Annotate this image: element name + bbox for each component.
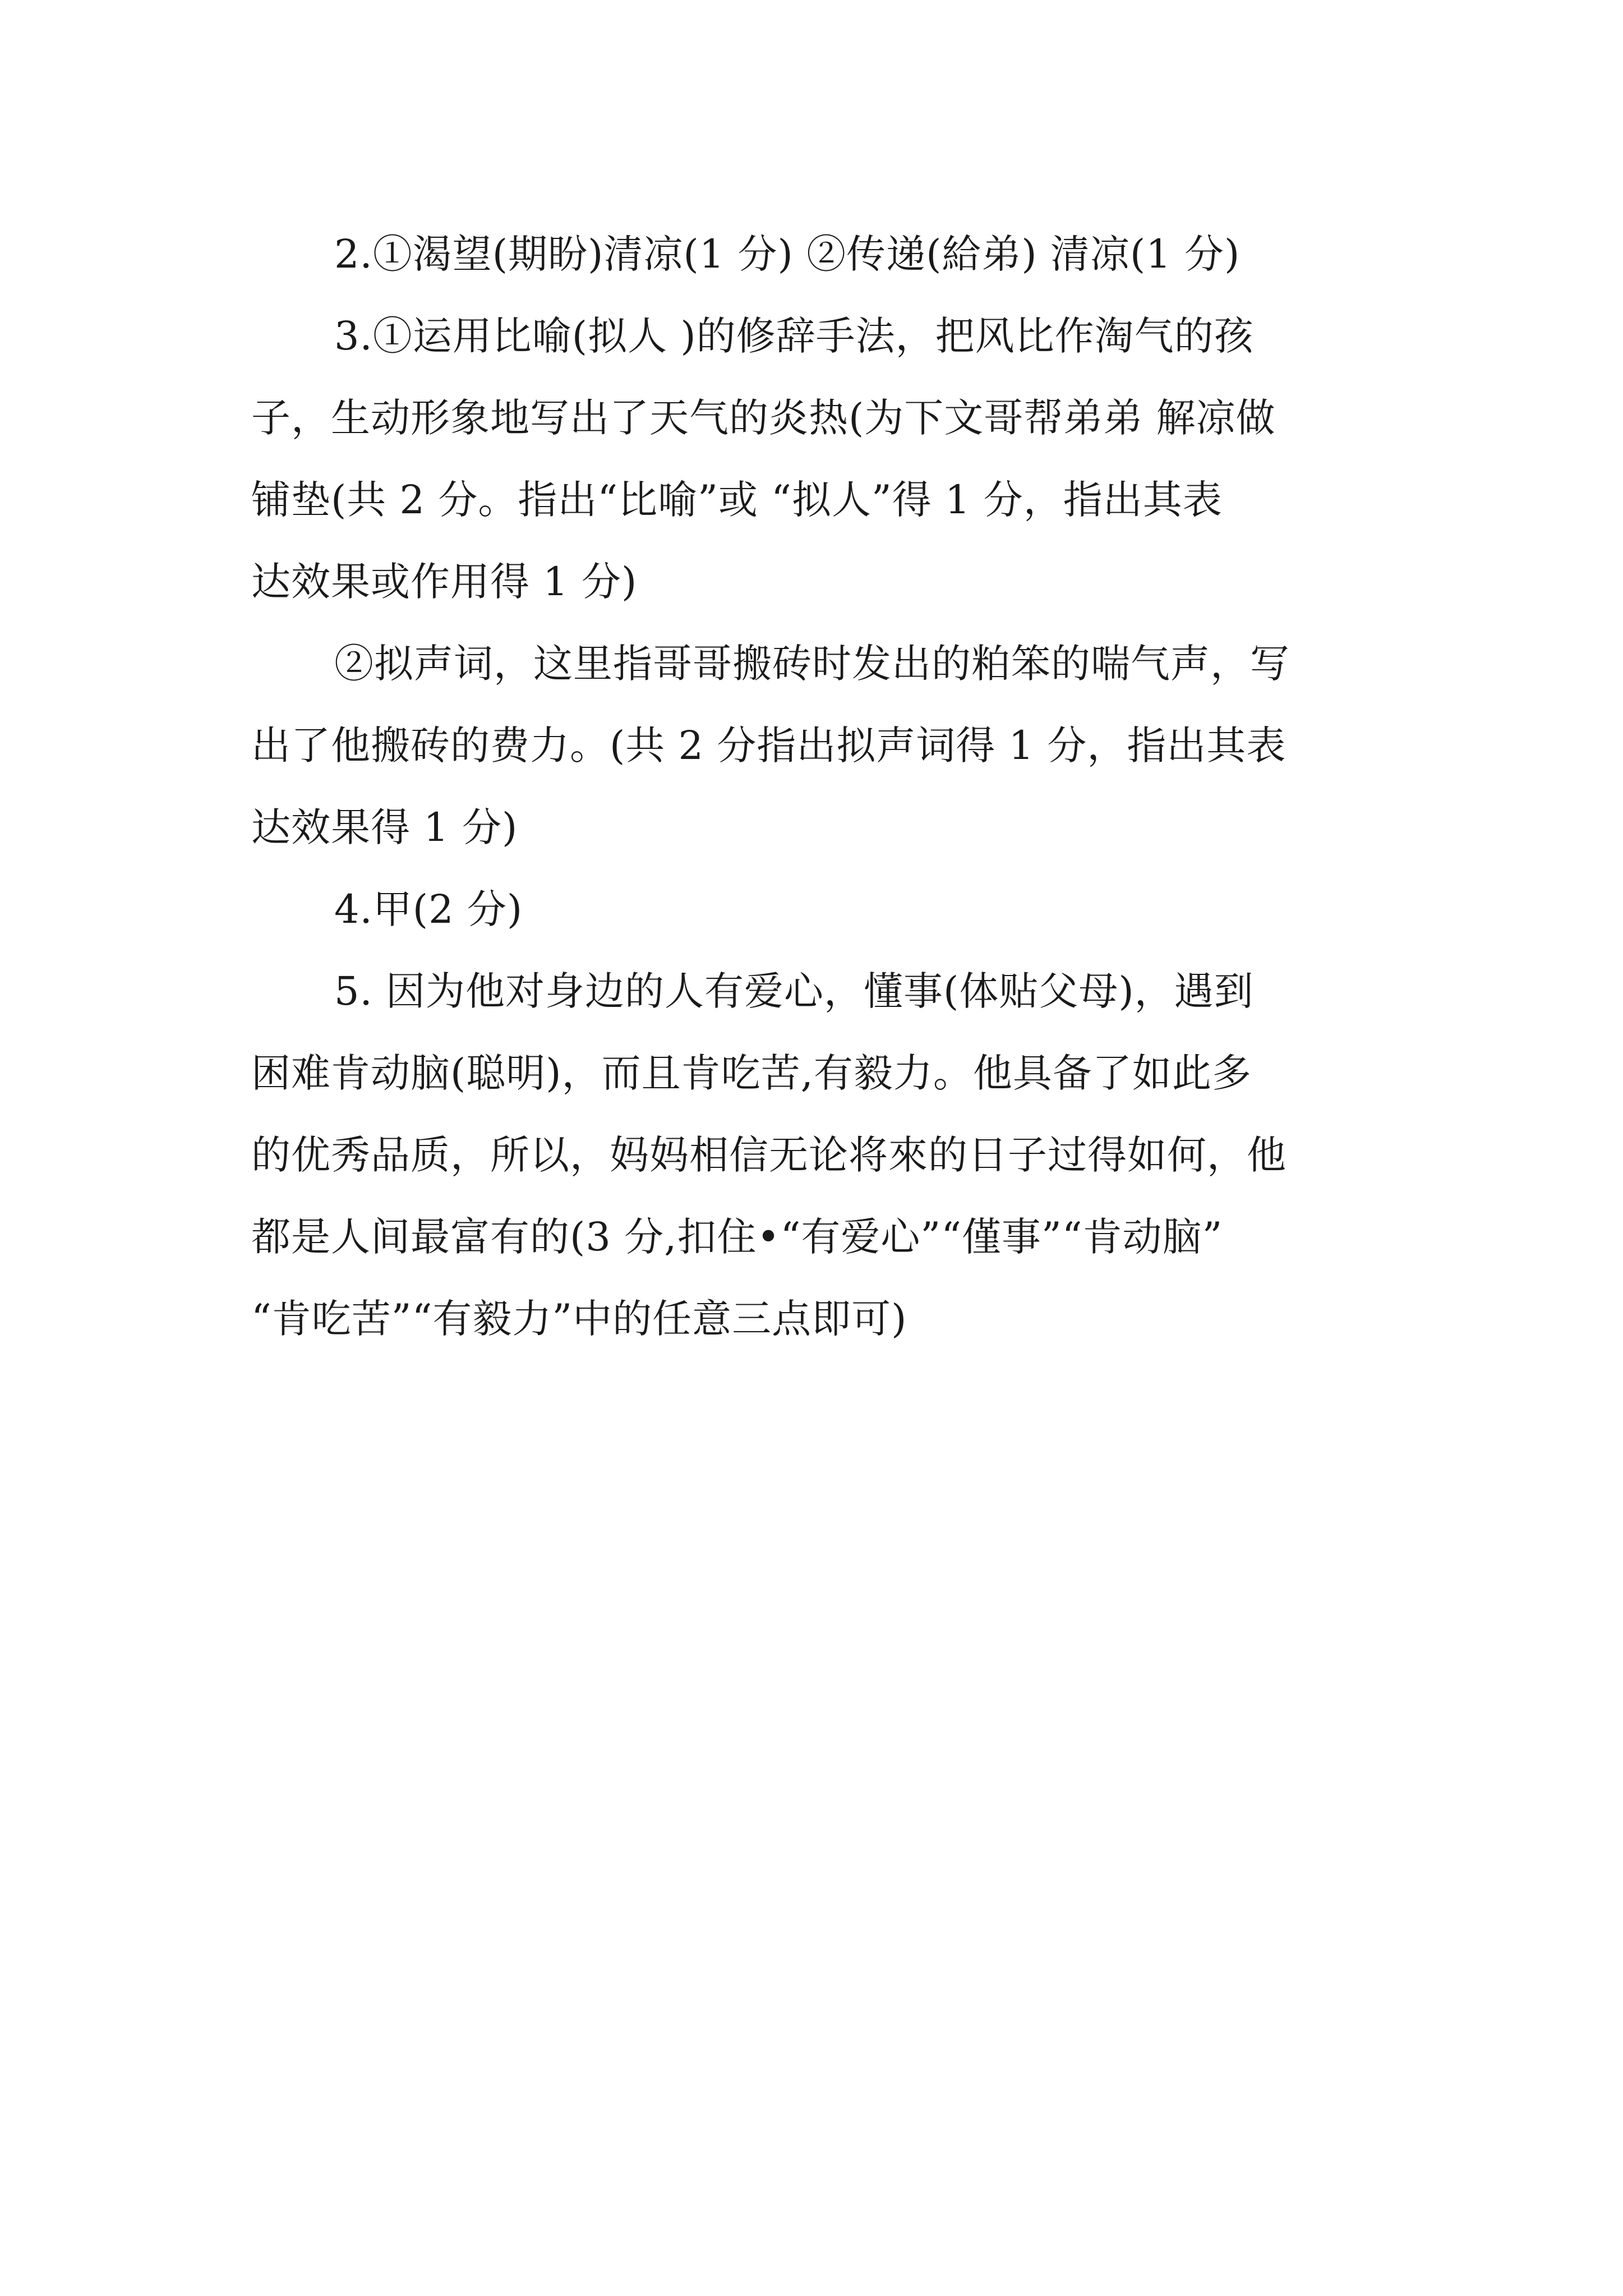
answer-3b-line-2: 出了他搬砖的费力。(共 2 分指出拟声词得 1 分，指出其表 bbox=[251, 723, 1287, 769]
answer-3b-line-1: ②拟声词，这里指哥哥搬砖时发出的粕笨的喘气声，写 bbox=[334, 641, 1290, 687]
answer-3-line-2: 子，生动形象地写出了天气的炎热(为下文哥帮弟弟 解凉做 bbox=[251, 395, 1276, 441]
answer-3-line-4: 达效果或作用得 1 分) bbox=[251, 559, 638, 605]
answer-5-line-3: 的优秀品质，所以，妈妈相信无论将來的日子过得如何，他 bbox=[251, 1132, 1287, 1178]
answer-2-line: 2.①渴望(期盼)清凉(1 分) ②传递(給弟) 清凉(1 分) bbox=[334, 231, 1241, 277]
answer-4-line: 4.甲(2 分) bbox=[334, 886, 523, 932]
answer-3-line-1: 3.①运用比喻(拟人 )的修辞手法，把风比作淘气的孩 bbox=[334, 313, 1254, 359]
answer-5-line-2: 困难肯动脑(聪明)，而且肯吃苦,有毅力。他具备了如此多 bbox=[251, 1050, 1252, 1096]
answer-3-line-3: 铺垫(共 2 分。指出“比喻”或 “拟人”得 1 分，指出其表 bbox=[251, 477, 1223, 523]
answer-5-line-5: “肯吃苦”“有毅力”中的任意三点即可) bbox=[251, 1296, 907, 1342]
answer-text-block bbox=[251, 213, 1390, 1360]
answer-3b-line-3: 达效果得 1 分) bbox=[251, 804, 518, 850]
answer-5-line-1: 5. 因为他对身边的人有爱心，懂事(体贴父母)，遇到 bbox=[334, 968, 1254, 1014]
answer-5-line-4: 都是人间最富有的(3 分,扣住•“有爱心”“僅事”“肯动脑” bbox=[251, 1214, 1223, 1260]
